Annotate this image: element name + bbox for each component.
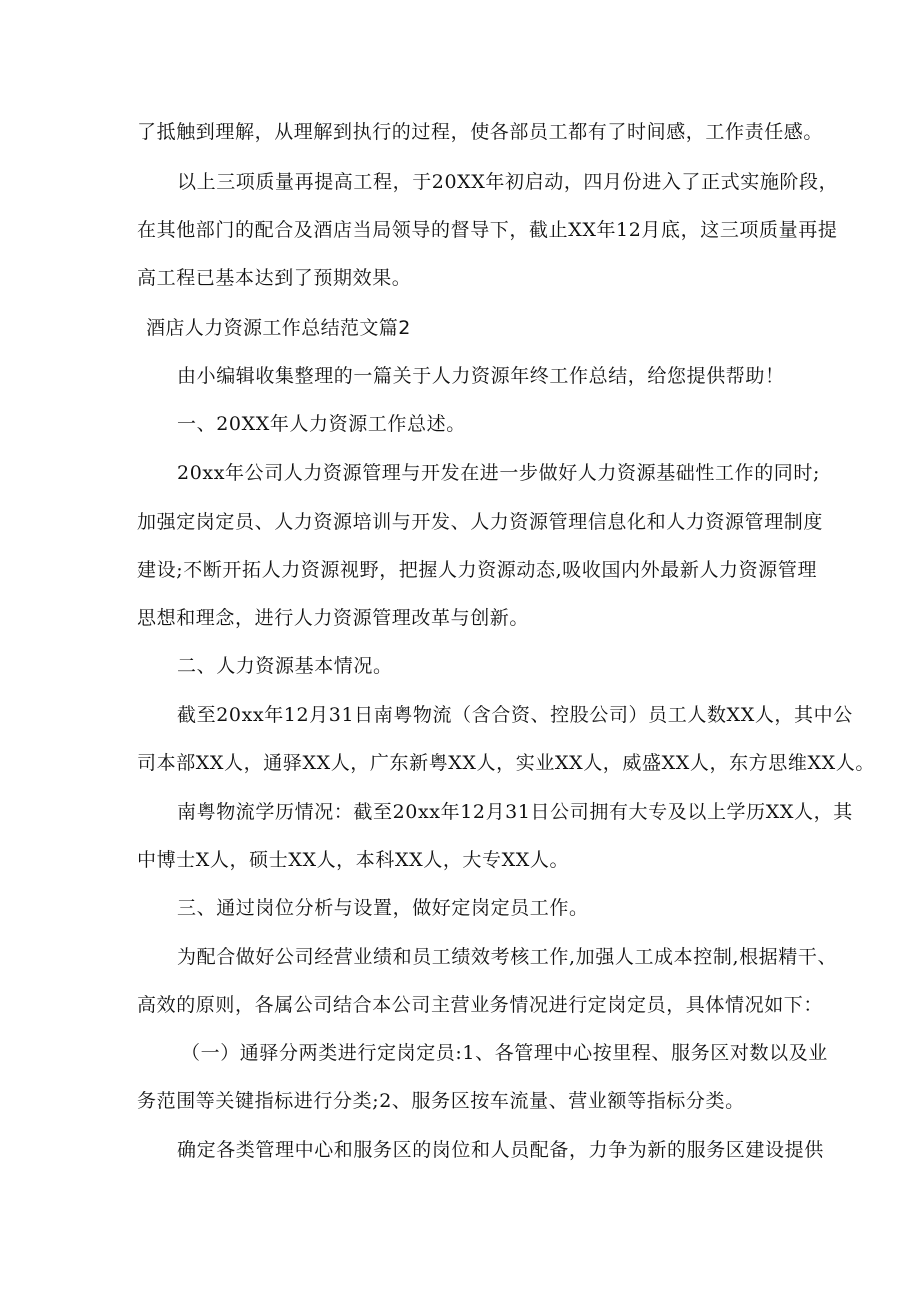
paragraph-line: 一、20XX年人力资源工作总述。 (177, 413, 466, 435)
paragraph-line: 三、通过岗位分析与设置，做好定岗定员工作。 (177, 897, 589, 919)
paragraph-line: 由小编辑收集整理的一篇关于人力资源年终工作总结，给您提供帮助！ (177, 365, 785, 387)
paragraph-line: 了抵触到理解，从理解到执行的过程，使各部员工都有了时间感，工作责任感。 (137, 121, 824, 143)
paragraph-line: 高工程已基本达到了预期效果。 (137, 267, 412, 289)
paragraph-line: 务范围等关键指标进行分类;2、服务区按车流量、营业额等指标分类。 (137, 1090, 745, 1112)
paragraph-line: 20xx年公司人力资源管理与开发在进一步做好人力资源基础性工作的同时; (177, 462, 821, 484)
paragraph-line: 为配合做好公司经营业绩和员工绩效考核工作,加强人工成本控制,根据精干、 (177, 946, 838, 968)
paragraph-line: 二、人力资源基本情况。 (177, 655, 393, 677)
paragraph-line: 司本部XX人，通驿XX人，广东新粤XX人，实业XX人，威盛XX人，东方思维XX人。 (137, 752, 875, 774)
paragraph-line: （一）通驿分两类进行定岗定员:1、各管理中心按里程、服务区对数以及业 (181, 1042, 828, 1064)
paragraph-line: 以上三项质量再提高工程，于20XX年初启动，四月份进入了正式实施阶段， (177, 171, 839, 193)
paragraph-line: 高效的原则，各属公司结合本公司主营业务情况进行定岗定员，具体情况如下： (137, 994, 824, 1016)
section-heading: 酒店人力资源工作总结范文篇2 (146, 317, 411, 339)
paragraph-line: 在其他部门的配合及酒店当局领导的督导下，截止XX年12月底，这三项质量再提 (137, 219, 838, 241)
paragraph-line: 加强定岗定员、人力资源培训与开发、人力资源管理信息化和人力资源管理制度 (137, 511, 824, 533)
paragraph-line: 建设;不断开拓人力资源视野，把握人力资源动态,吸收国内外最新人力资源管理 (137, 559, 818, 581)
paragraph-line: 南粤物流学历情况：截至20xx年12月31日公司拥有大专及以上学历XX人，其 (177, 801, 853, 823)
paragraph-line: 确定各类管理中心和服务区的岗位和人员配备，力争为新的服务区建设提供 (177, 1139, 824, 1161)
paragraph-line: 思想和理念，进行人力资源管理改革与创新。 (137, 607, 530, 629)
paragraph-line: 中博士X人，硕士XX人，本科XX人，大专XX人。 (137, 849, 570, 871)
paragraph-line: 截至20xx年12月31日南粤物流（含合资、控股公司）员工人数XX人，其中公 (177, 704, 853, 726)
